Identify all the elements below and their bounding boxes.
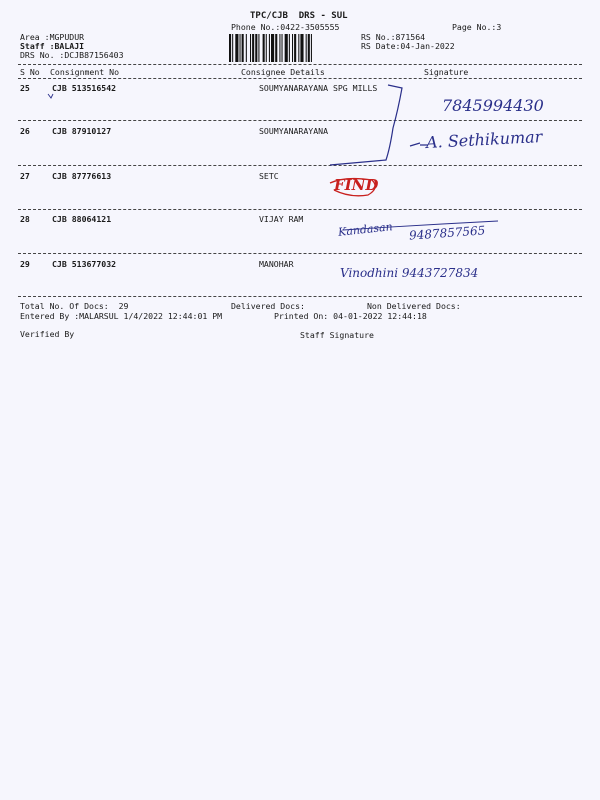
column-header-consignee: Consignee Details bbox=[241, 67, 325, 77]
page-number: Page No.:3 bbox=[452, 22, 502, 32]
rs-number: RS No.:871564 bbox=[361, 32, 426, 42]
column-header-consignment: Consignment No bbox=[50, 67, 120, 77]
handwritten-signature: Vinodhini 9443727834 bbox=[340, 266, 479, 280]
row-consignment: CJB 88064121 bbox=[52, 214, 112, 224]
handwritten-signature: A. Sethikumar bbox=[425, 126, 543, 153]
row-sno: 27 bbox=[20, 171, 30, 181]
row-consignment: CJB 513677032 bbox=[52, 259, 117, 269]
delivered-docs: Delivered Docs: bbox=[231, 301, 305, 311]
handwritten-name: Kandasan bbox=[337, 220, 394, 239]
area-label: Area :MGPUDUR bbox=[20, 32, 85, 42]
row-sno: 25 bbox=[20, 83, 30, 93]
row-sno: 26 bbox=[20, 126, 30, 136]
row-consignment: CJB 513516542 bbox=[52, 83, 117, 93]
barcode bbox=[229, 34, 351, 62]
phone-number: Phone No.:0422-3505555 bbox=[231, 22, 340, 32]
column-header-signature: Signature bbox=[424, 67, 469, 77]
row-consignee: SOUMYANARAYANA SPG MILLS bbox=[259, 83, 378, 93]
row-consignee: SOUMYANARAYANA bbox=[259, 126, 329, 136]
divider bbox=[18, 64, 582, 65]
row-consignee: SETC bbox=[259, 171, 279, 181]
row-consignee: VIJAY RAM bbox=[259, 214, 304, 224]
handwritten-phone: 7845994430 bbox=[442, 96, 544, 115]
entered-by: Entered By :MALARSUL 1/4/2022 12:44:01 PM bbox=[20, 311, 223, 321]
row-consignee: MANOHAR bbox=[259, 259, 294, 269]
divider bbox=[18, 78, 582, 79]
total-docs: Total No. Of Docs: 29 bbox=[20, 301, 129, 311]
row-consignment: CJB 87910127 bbox=[52, 126, 112, 136]
divider bbox=[18, 253, 582, 254]
non-delivered-docs: Non Delivered Docs: bbox=[367, 301, 461, 311]
row-consignment: CJB 87776613 bbox=[52, 171, 112, 181]
drs-number: DRS No. :DCJB87156403 bbox=[20, 50, 124, 60]
staff-signature: Staff Signature bbox=[300, 330, 374, 340]
row-sno: 29 bbox=[20, 259, 30, 269]
rs-date: RS Date:04-Jan-2022 bbox=[361, 41, 455, 51]
divider bbox=[18, 165, 582, 166]
divider bbox=[18, 120, 582, 121]
column-header-sno: S No bbox=[20, 67, 40, 77]
printed-on: Printed On: 04-01-2022 12:44:18 bbox=[274, 311, 427, 321]
handwritten-phone: 9487857565 bbox=[408, 223, 486, 243]
document-title: TPC/CJB DRS - SUL bbox=[250, 11, 348, 21]
handwritten-find-mark: FIND bbox=[334, 176, 379, 194]
divider bbox=[18, 209, 582, 210]
row-sno: 28 bbox=[20, 214, 30, 224]
staff-label: Staff :BALAJI bbox=[20, 41, 85, 51]
divider bbox=[18, 296, 582, 297]
verified-by: Verified By bbox=[20, 329, 75, 339]
